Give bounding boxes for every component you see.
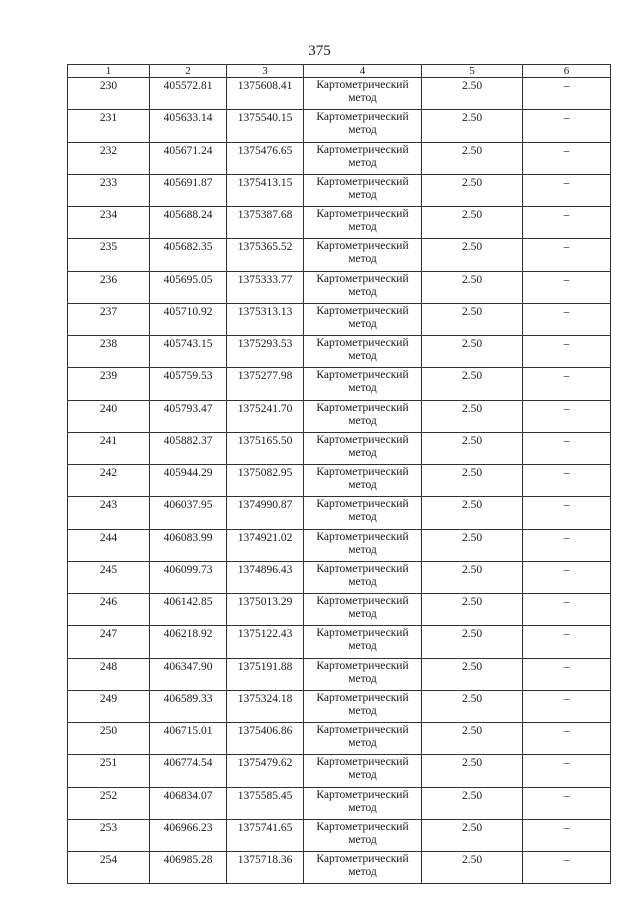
- accuracy-value: 2.50: [422, 78, 523, 110]
- coordinate-y: 1375718.36: [227, 852, 304, 884]
- note-dash: –: [523, 174, 611, 206]
- table-row: [68, 303, 611, 335]
- accuracy-value: 2.50: [422, 852, 523, 884]
- coordinate-y: 1375413.15: [227, 174, 304, 206]
- table-row: [68, 432, 611, 464]
- note-dash: –: [523, 368, 611, 400]
- coordinate-x: 406715.01: [150, 723, 227, 755]
- coordinate-x: 405743.15: [150, 336, 227, 368]
- determination-method: Картометрический метод: [304, 239, 422, 271]
- determination-method: Картометрический метод: [304, 271, 422, 303]
- table-row: [68, 368, 611, 400]
- table-body: [68, 78, 611, 884]
- point-number: 241: [68, 432, 150, 464]
- point-number: 231: [68, 110, 150, 142]
- coordinates-table: [67, 64, 611, 884]
- point-number: 245: [68, 561, 150, 593]
- point-number: 230: [68, 78, 150, 110]
- note-dash: –: [523, 239, 611, 271]
- determination-method: Картометрический метод: [304, 497, 422, 529]
- point-number: 252: [68, 787, 150, 819]
- point-number: 232: [68, 142, 150, 174]
- table-row: [68, 626, 611, 658]
- accuracy-value: 2.50: [422, 110, 523, 142]
- determination-method: Картометрический метод: [304, 400, 422, 432]
- note-dash: –: [523, 561, 611, 593]
- coordinate-x: 405633.14: [150, 110, 227, 142]
- point-number: 253: [68, 819, 150, 851]
- coordinate-x: 405710.92: [150, 303, 227, 335]
- table-row: [68, 174, 611, 206]
- determination-method: Картометрический метод: [304, 723, 422, 755]
- determination-method: Картометрический метод: [304, 78, 422, 110]
- note-dash: –: [523, 819, 611, 851]
- determination-method: Картометрический метод: [304, 626, 422, 658]
- coordinate-x: 406966.23: [150, 819, 227, 851]
- point-number: 234: [68, 207, 150, 239]
- determination-method: Картометрический метод: [304, 465, 422, 497]
- coordinate-y: 1375585.45: [227, 787, 304, 819]
- table-row: [68, 78, 611, 110]
- note-dash: –: [523, 755, 611, 787]
- note-dash: –: [523, 852, 611, 884]
- point-number: 250: [68, 723, 150, 755]
- point-number: 237: [68, 303, 150, 335]
- coordinate-y: 1375082.95: [227, 465, 304, 497]
- note-dash: –: [523, 594, 611, 626]
- accuracy-value: 2.50: [422, 723, 523, 755]
- accuracy-value: 2.50: [422, 529, 523, 561]
- table-row: [68, 336, 611, 368]
- accuracy-value: 2.50: [422, 271, 523, 303]
- accuracy-value: 2.50: [422, 690, 523, 722]
- note-dash: –: [523, 626, 611, 658]
- point-number: 251: [68, 755, 150, 787]
- column-header-3: 3: [227, 65, 304, 78]
- accuracy-value: 2.50: [422, 465, 523, 497]
- coordinate-y: 1375191.88: [227, 658, 304, 690]
- coordinate-y: 1375313.13: [227, 303, 304, 335]
- coordinate-y: 1375365.52: [227, 239, 304, 271]
- accuracy-value: 2.50: [422, 174, 523, 206]
- accuracy-value: 2.50: [422, 819, 523, 851]
- column-header-5: 5: [422, 65, 523, 78]
- coordinate-y: 1375013.29: [227, 594, 304, 626]
- accuracy-value: 2.50: [422, 368, 523, 400]
- table-row: [68, 271, 611, 303]
- note-dash: –: [523, 497, 611, 529]
- table-row: [68, 690, 611, 722]
- table-row: [68, 529, 611, 561]
- note-dash: –: [523, 400, 611, 432]
- coordinate-x: 406834.07: [150, 787, 227, 819]
- coordinate-y: 1375122.43: [227, 626, 304, 658]
- coordinate-x: 405671.24: [150, 142, 227, 174]
- table-row: [68, 755, 611, 787]
- accuracy-value: 2.50: [422, 207, 523, 239]
- coordinate-y: 1375406.86: [227, 723, 304, 755]
- table-row: [68, 239, 611, 271]
- note-dash: –: [523, 336, 611, 368]
- accuracy-value: 2.50: [422, 658, 523, 690]
- coordinate-y: 1375479.62: [227, 755, 304, 787]
- determination-method: Картометрический метод: [304, 207, 422, 239]
- accuracy-value: 2.50: [422, 400, 523, 432]
- point-number: 248: [68, 658, 150, 690]
- coordinate-x: 406347.90: [150, 658, 227, 690]
- coordinate-x: 405572.81: [150, 78, 227, 110]
- accuracy-value: 2.50: [422, 336, 523, 368]
- point-number: 254: [68, 852, 150, 884]
- note-dash: –: [523, 787, 611, 819]
- note-dash: –: [523, 303, 611, 335]
- coordinate-x: 405691.87: [150, 174, 227, 206]
- table-row: [68, 465, 611, 497]
- coordinate-y: 1374990.87: [227, 497, 304, 529]
- point-number: 247: [68, 626, 150, 658]
- column-header-2: 2: [150, 65, 227, 78]
- determination-method: Картометрический метод: [304, 690, 422, 722]
- note-dash: –: [523, 207, 611, 239]
- coordinate-y: 1375608.41: [227, 78, 304, 110]
- point-number: 246: [68, 594, 150, 626]
- coordinate-y: 1375476.65: [227, 142, 304, 174]
- coordinate-x: 405682.35: [150, 239, 227, 271]
- coordinate-x: 406985.28: [150, 852, 227, 884]
- accuracy-value: 2.50: [422, 594, 523, 626]
- note-dash: –: [523, 690, 611, 722]
- point-number: 243: [68, 497, 150, 529]
- determination-method: Картометрический метод: [304, 561, 422, 593]
- table-row: [68, 142, 611, 174]
- accuracy-value: 2.50: [422, 787, 523, 819]
- accuracy-value: 2.50: [422, 561, 523, 593]
- coordinate-x: 406037.95: [150, 497, 227, 529]
- determination-method: Картометрический метод: [304, 303, 422, 335]
- determination-method: Картометрический метод: [304, 142, 422, 174]
- table-row: [68, 561, 611, 593]
- determination-method: Картометрический метод: [304, 852, 422, 884]
- coordinate-y: 1375241.70: [227, 400, 304, 432]
- point-number: 240: [68, 400, 150, 432]
- determination-method: Картометрический метод: [304, 787, 422, 819]
- note-dash: –: [523, 271, 611, 303]
- determination-method: Картометрический метод: [304, 755, 422, 787]
- determination-method: Картометрический метод: [304, 594, 422, 626]
- accuracy-value: 2.50: [422, 239, 523, 271]
- point-number: 233: [68, 174, 150, 206]
- note-dash: –: [523, 465, 611, 497]
- coordinate-x: 406589.33: [150, 690, 227, 722]
- point-number: 249: [68, 690, 150, 722]
- coordinate-x: 406218.92: [150, 626, 227, 658]
- coordinate-y: 1375540.15: [227, 110, 304, 142]
- accuracy-value: 2.50: [422, 497, 523, 529]
- coordinate-x: 406083.99: [150, 529, 227, 561]
- coordinate-x: 405759.53: [150, 368, 227, 400]
- coordinate-x: 406142.85: [150, 594, 227, 626]
- coordinate-y: 1375741.65: [227, 819, 304, 851]
- table-row: [68, 819, 611, 851]
- coordinate-x: 406099.73: [150, 561, 227, 593]
- coordinate-x: 405688.24: [150, 207, 227, 239]
- coordinate-x: 405944.29: [150, 465, 227, 497]
- column-header-6: 6: [523, 65, 611, 78]
- table-row: [68, 594, 611, 626]
- coordinate-x: 405793.47: [150, 400, 227, 432]
- determination-method: Картометрический метод: [304, 658, 422, 690]
- table-row: [68, 400, 611, 432]
- accuracy-value: 2.50: [422, 755, 523, 787]
- accuracy-value: 2.50: [422, 303, 523, 335]
- coordinate-x: 406774.54: [150, 755, 227, 787]
- point-number: 239: [68, 368, 150, 400]
- coordinate-y: 1375324.18: [227, 690, 304, 722]
- coordinate-y: 1375333.77: [227, 271, 304, 303]
- determination-method: Картометрический метод: [304, 819, 422, 851]
- table-row: [68, 723, 611, 755]
- point-number: 238: [68, 336, 150, 368]
- coordinate-y: 1375387.68: [227, 207, 304, 239]
- accuracy-value: 2.50: [422, 626, 523, 658]
- note-dash: –: [523, 110, 611, 142]
- table-header: [68, 65, 611, 78]
- table-row: [68, 497, 611, 529]
- determination-method: Картометрический метод: [304, 432, 422, 464]
- accuracy-value: 2.50: [422, 432, 523, 464]
- point-number: 242: [68, 465, 150, 497]
- determination-method: Картометрический метод: [304, 368, 422, 400]
- coordinate-y: 1374896.43: [227, 561, 304, 593]
- header-row: [68, 65, 611, 78]
- note-dash: –: [523, 78, 611, 110]
- coordinate-x: 405695.05: [150, 271, 227, 303]
- table-row: [68, 658, 611, 690]
- coordinate-y: 1374921.02: [227, 529, 304, 561]
- column-header-1: 1: [68, 65, 150, 78]
- page-number: 375: [308, 43, 331, 59]
- column-header-4: 4: [304, 65, 422, 78]
- table-row: [68, 207, 611, 239]
- coordinate-y: 1375277.98: [227, 368, 304, 400]
- note-dash: –: [523, 723, 611, 755]
- determination-method: Картометрический метод: [304, 110, 422, 142]
- note-dash: –: [523, 529, 611, 561]
- note-dash: –: [523, 142, 611, 174]
- point-number: 236: [68, 271, 150, 303]
- coordinate-y: 1375165.50: [227, 432, 304, 464]
- point-number: 235: [68, 239, 150, 271]
- table-row: [68, 110, 611, 142]
- determination-method: Картометрический метод: [304, 529, 422, 561]
- determination-method: Картометрический метод: [304, 336, 422, 368]
- table-row: [68, 852, 611, 884]
- note-dash: –: [523, 658, 611, 690]
- accuracy-value: 2.50: [422, 142, 523, 174]
- point-number: 244: [68, 529, 150, 561]
- coordinate-x: 405882.37: [150, 432, 227, 464]
- determination-method: Картометрический метод: [304, 174, 422, 206]
- coordinate-y: 1375293.53: [227, 336, 304, 368]
- table-row: [68, 787, 611, 819]
- note-dash: –: [523, 432, 611, 464]
